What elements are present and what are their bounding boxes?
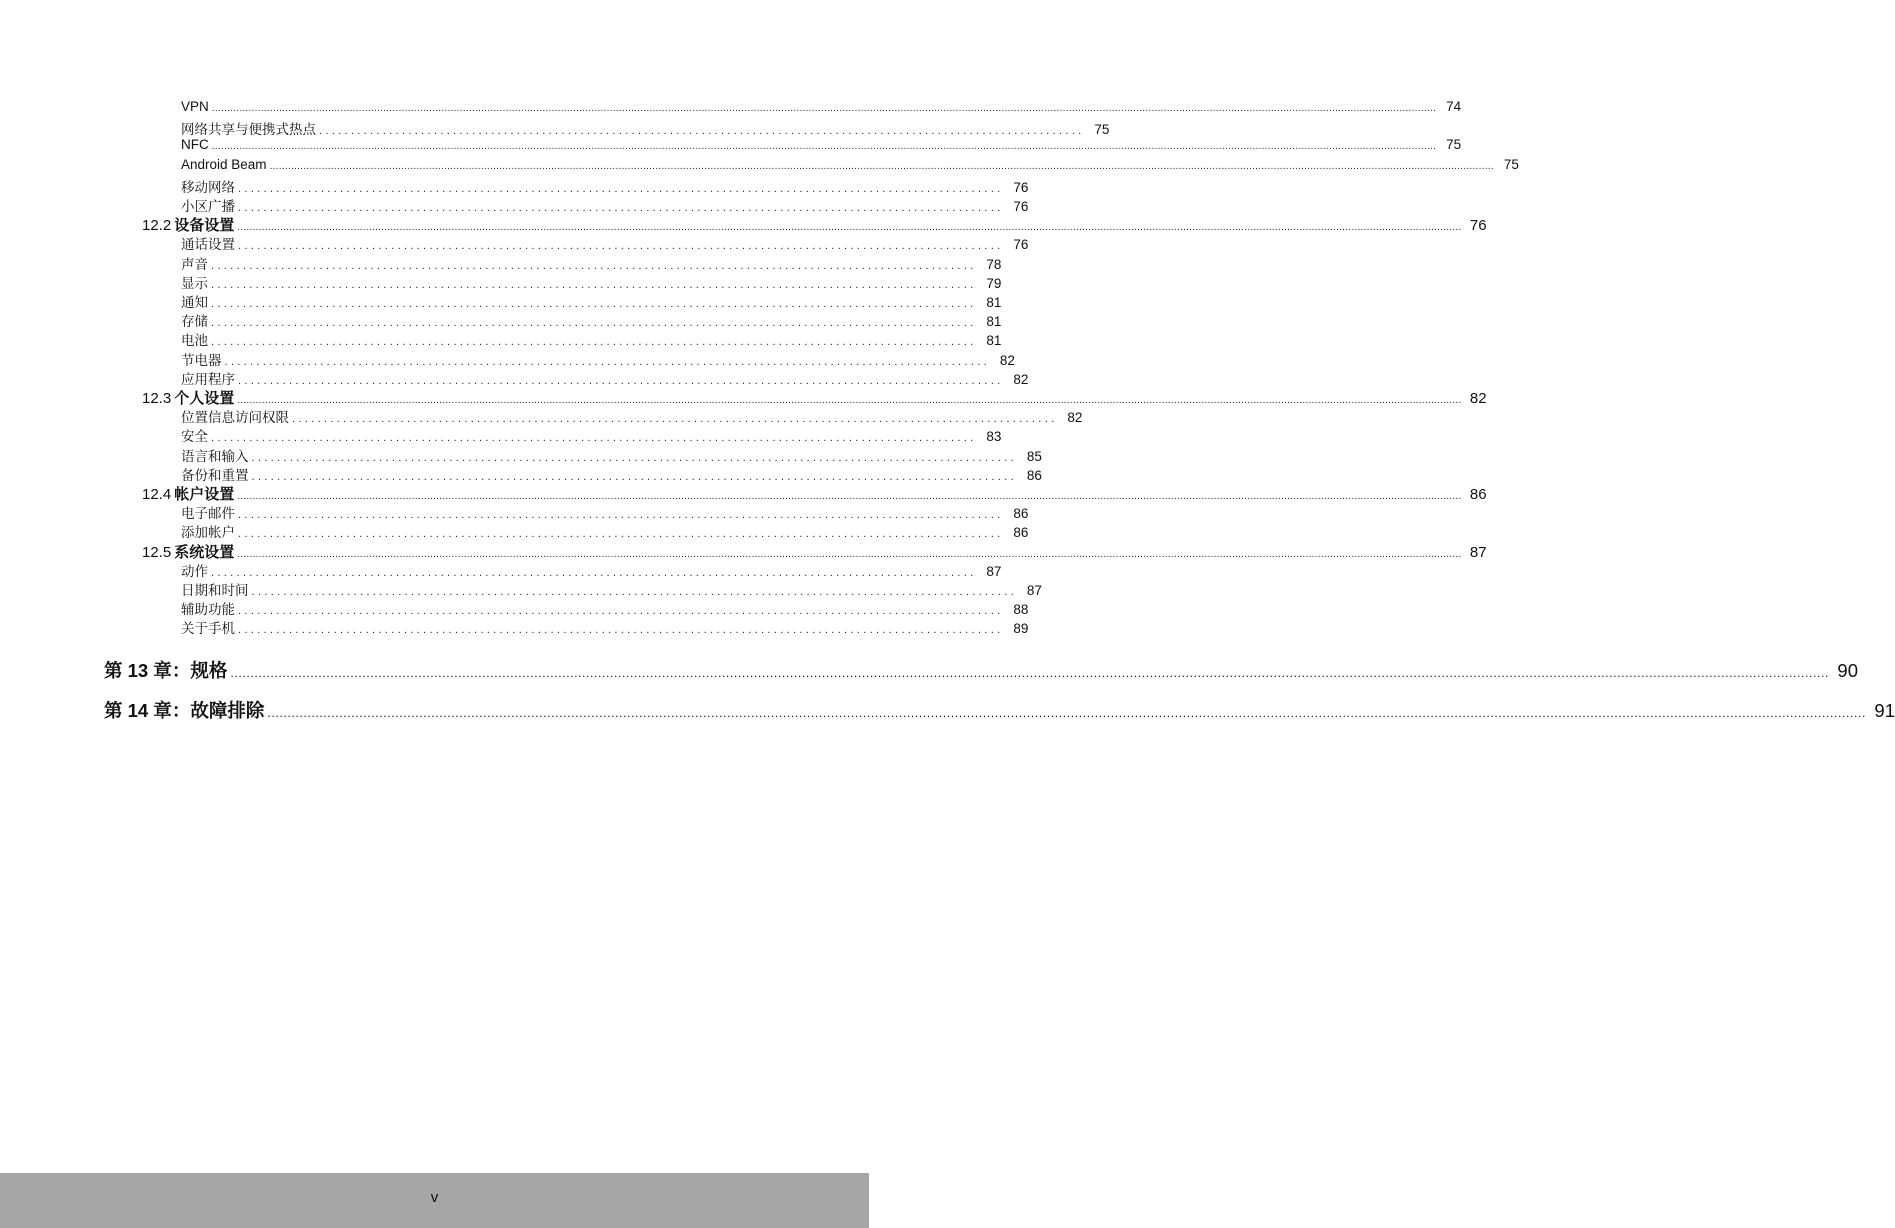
toc-entry-title: 添加帐户: [181, 525, 235, 541]
toc-entry-title: 节电器: [181, 352, 222, 368]
toc-leader-dots: ........................................................................................................................: [211, 279, 977, 291]
toc-entry-title: 通话设置: [181, 237, 235, 253]
toc-entry[interactable]: [181, 233, 1029, 253]
toc-leader-dots: ........................................................................................................................: [211, 318, 977, 330]
toc-entry-page: 91: [1874, 699, 1895, 721]
toc-entry[interactable]: [181, 272, 1002, 291]
toc-leader-dots: ................................................................................................................................................................................................................................................................................................................................................................................................................: [211, 142, 1437, 153]
toc-leader-dots: ........................................................................................................................: [224, 356, 990, 368]
toc-entry-page: 74: [1446, 99, 1462, 114]
toc-leader-dots: ........................................................................................................................: [211, 299, 977, 310]
toc-entry[interactable]: [181, 560, 1002, 579]
toc-entry-title: 系统设置: [174, 543, 235, 561]
toc-entry-page: 76: [1013, 199, 1029, 214]
toc-entry-title: 关于手机: [181, 621, 235, 637]
toc-entry[interactable]: [142, 387, 1487, 407]
toc-entry[interactable]: [181, 349, 1015, 368]
toc-entry-page: 89: [1013, 621, 1029, 637]
toc-leader-dots: ................................................................................................................................................................................................................................................................................................................................................................................................................: [237, 223, 1462, 234]
toc-entry-page: 82: [1469, 390, 1487, 407]
toc-entry-title: 第 14 章：故障排除: [104, 699, 265, 721]
toc-leader-dots: ................................................................................................................................................................................................................................................................................................................................................................................................................: [269, 161, 1494, 172]
toc-leader-dots: ........................................................................................................................: [238, 606, 1004, 618]
toc-entry-page: 76: [1469, 217, 1487, 235]
toc-entry-page: 75: [1446, 137, 1462, 153]
toc-entry-page: 82: [999, 352, 1015, 368]
toc-entry-page: 82: [1067, 410, 1083, 426]
toc-entry[interactable]: [142, 214, 1487, 235]
toc-entry-page: 88: [1013, 602, 1029, 618]
toc-entry-title: 声音: [181, 256, 208, 272]
toc-entry-number: 12.2: [142, 217, 172, 235]
toc-leader-dots: ........................................................................................................................: [251, 587, 1017, 598]
toc-entry-page: 87: [1026, 583, 1042, 598]
toc-entry[interactable]: [181, 137, 1462, 156]
toc-entry-title: VPN: [181, 99, 209, 114]
toc-entry-title: 语言和输入: [181, 448, 249, 464]
toc-entry[interactable]: [104, 697, 1895, 723]
toc-entry-number: 12.3: [142, 390, 172, 407]
toc-leader-dots: ........................................................................................................................: [292, 414, 1058, 426]
toc-leader-dots: ........................................................................................................................: [251, 452, 1017, 464]
toc-entry[interactable]: [181, 406, 1083, 426]
toc-entry-title: Android Beam: [181, 156, 267, 172]
toc-entry-title: 个人设置: [174, 390, 235, 407]
toc-leader-dots: ................................................................................................................................................................................................................................................................................................................................................................................................................: [230, 666, 1829, 680]
toc-entry-page: 86: [1013, 525, 1029, 541]
toc-leader-dots: ........................................................................................................................: [238, 241, 1004, 253]
toc-entry-page: 86: [1026, 467, 1042, 483]
toc-entry[interactable]: [181, 195, 1029, 214]
toc-entry-page: 90: [1837, 659, 1858, 681]
toc-entry-page: 81: [986, 295, 1002, 310]
toc-entry-title: 电子邮件: [181, 506, 235, 522]
toc-leader-dots: ........................................................................................................................: [238, 625, 1004, 637]
toc-entry[interactable]: [181, 617, 1029, 637]
toc-leader-dots: ........................................................................................................................: [238, 510, 1004, 522]
toc-entry-title: 存储: [181, 314, 208, 330]
toc-leader-dots: ........................................................................................................................: [238, 203, 1004, 214]
toc-entry-page: 82: [1013, 371, 1029, 387]
toc-entry[interactable]: [142, 541, 1487, 561]
toc-leader-dots: ........................................................................................................................: [238, 183, 1004, 195]
toc-entry-title: 电池: [181, 333, 208, 349]
toc-leader-dots: ........................................................................................................................: [319, 126, 1085, 138]
toc-entry[interactable]: [181, 368, 1029, 387]
toc-leader-dots: ........................................................................................................................: [251, 471, 1017, 483]
toc-entry-number: 12.4: [142, 486, 172, 503]
toc-entry-title: 日期和时间: [181, 583, 249, 598]
toc-entry-page: 81: [986, 314, 1002, 330]
toc-entry[interactable]: [181, 253, 1002, 272]
toc-entry-page: 85: [1026, 448, 1042, 464]
toc-entry[interactable]: [181, 425, 1002, 445]
toc-entry-title: 移动网络: [181, 179, 235, 195]
toc-entry[interactable]: [142, 483, 1487, 503]
toc-entry-title: 通知: [181, 295, 208, 310]
toc-entry-page: 79: [986, 275, 1002, 291]
toc-entry-page: 87: [1469, 543, 1487, 561]
toc-entry-title: 显示: [181, 275, 208, 291]
toc-leader-dots: ........................................................................................................................: [211, 260, 977, 272]
toc-entry-title: 备份和重置: [181, 467, 249, 483]
toc-entry-title: 第 13 章：规格: [104, 659, 228, 681]
toc-entry-title: 安全: [181, 429, 208, 445]
toc-entry-page: 76: [1013, 179, 1029, 195]
toc-entry[interactable]: [181, 176, 1029, 195]
toc-entry[interactable]: [181, 598, 1029, 618]
toc-leader-dots: ................................................................................................................................................................................................................................................................................................................................................................................................................: [211, 104, 1437, 114]
page-footer: [0, 1173, 869, 1228]
toc-entry-title: 设备设置: [174, 217, 235, 235]
footer-page-number: v: [430, 1189, 439, 1206]
toc-leader-dots: ........................................................................................................................: [238, 529, 1004, 541]
toc-entry-page: 81: [986, 333, 1002, 349]
toc-entry-title: 应用程序: [181, 371, 235, 387]
toc-entry[interactable]: [181, 521, 1029, 541]
toc-entry[interactable]: [181, 579, 1042, 598]
toc-entry-title: 帐户设置: [174, 486, 235, 503]
toc-leader-dots: ................................................................................................................................................................................................................................................................................................................................................................................................................: [237, 549, 1462, 560]
toc-entry-title: 网络共享与便携式热点: [181, 122, 316, 138]
toc-leader-dots: ........................................................................................................................: [211, 567, 977, 579]
toc-entry-page: 76: [1013, 237, 1029, 253]
toc-entry-title: NFC: [181, 137, 209, 153]
toc-entry[interactable]: [181, 329, 1002, 349]
toc-entry-page: 75: [1503, 156, 1519, 172]
toc-entry[interactable]: [181, 310, 1002, 330]
toc-leader-dots: ........................................................................................................................: [211, 433, 977, 445]
toc-entry[interactable]: [181, 464, 1042, 483]
toc-leader-dots: ........................................................................................................................: [238, 375, 1004, 387]
toc-leader-dots: ................................................................................................................................................................................................................................................................................................................................................................................................................: [267, 706, 1866, 720]
toc-entry[interactable]: [181, 118, 1110, 138]
toc-entry[interactable]: [181, 156, 1519, 176]
toc-entry-page: 86: [1469, 486, 1487, 503]
toc-entry-title: 小区广播: [181, 199, 235, 214]
toc-entry[interactable]: [181, 99, 1462, 118]
toc-entry[interactable]: [181, 502, 1029, 522]
toc-leader-dots: ........................................................................................................................: [211, 337, 977, 349]
toc-entry[interactable]: [181, 445, 1042, 464]
toc-entry-title: 位置信息访问权限: [181, 410, 289, 426]
toc-entry-page: 86: [1013, 506, 1029, 522]
toc-leader-dots: ................................................................................................................................................................................................................................................................................................................................................................................................................: [237, 396, 1462, 406]
toc-leader-dots: ................................................................................................................................................................................................................................................................................................................................................................................................................: [237, 492, 1462, 502]
toc-entry[interactable]: [181, 291, 1002, 310]
toc-entry-page: 78: [986, 256, 1002, 272]
toc-entry-title: 动作: [181, 563, 208, 579]
toc-entry-page: 75: [1094, 122, 1110, 138]
toc-entry-page: 83: [986, 429, 1002, 445]
toc-entry-title: 辅助功能: [181, 602, 235, 618]
toc-entry[interactable]: [104, 657, 1858, 683]
toc-entry-number: 12.5: [142, 543, 172, 561]
toc-entry-page: 87: [986, 563, 1002, 579]
